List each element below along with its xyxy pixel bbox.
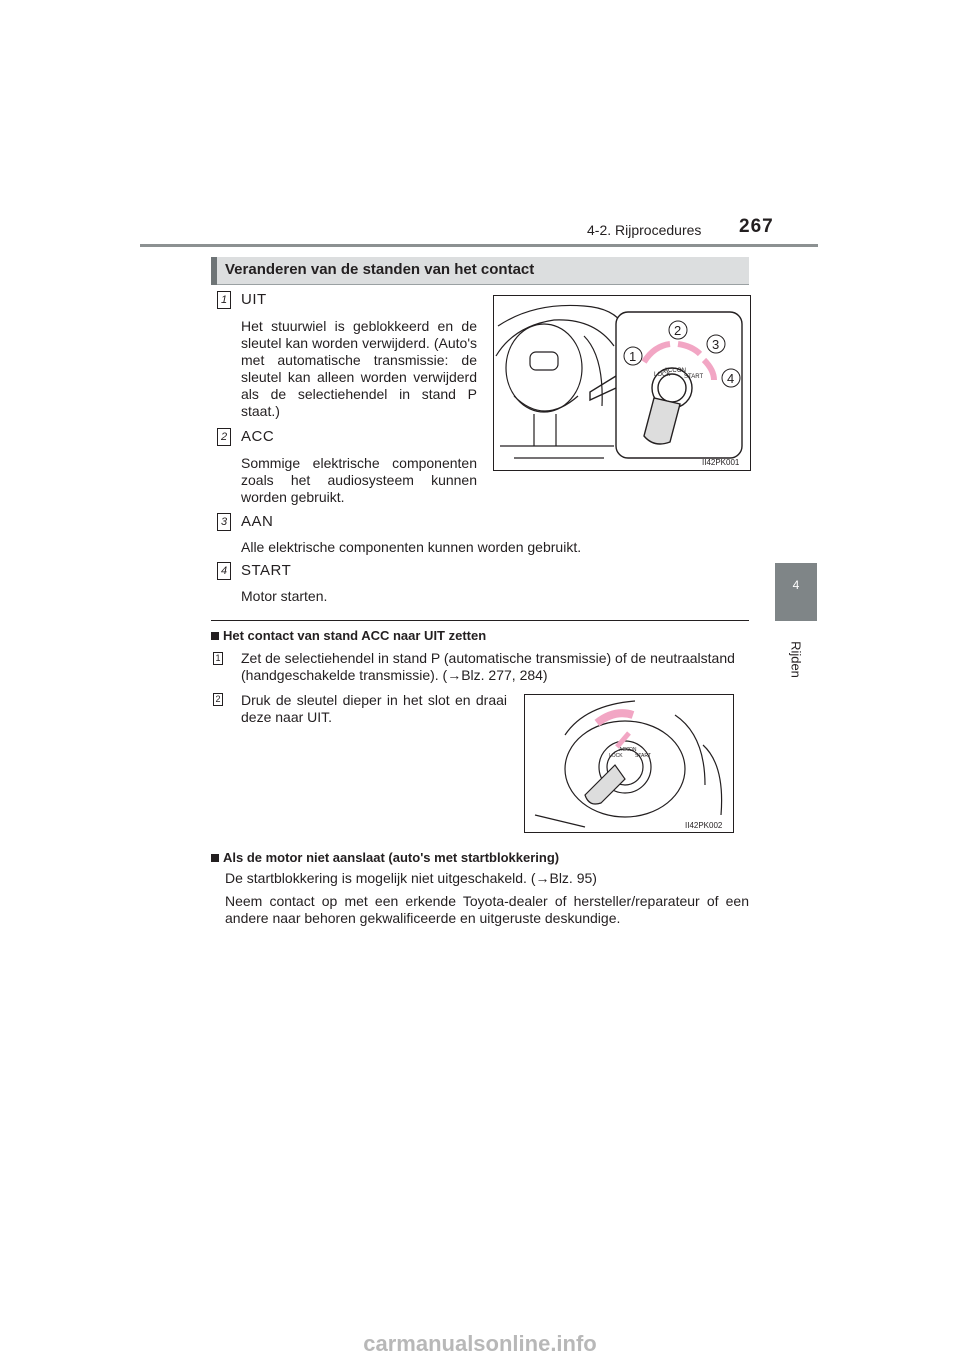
fig2-label-start: START [635, 753, 651, 759]
push-arrow-icon [617, 733, 629, 747]
fig2-label-acc: ACC [619, 747, 630, 753]
position-desc-3: Alle elektrische componenten kunnen worden gebruikt. [241, 539, 582, 555]
chapter-tab: 4 [775, 563, 817, 621]
fig2-label-lock: LOCK [609, 753, 623, 759]
step-number-2: 2 [213, 693, 223, 706]
section-heading-title: Veranderen van de standen van het contact [225, 261, 535, 278]
figure2-code: II42PK002 [685, 821, 723, 830]
position-title-1: UIT [241, 291, 267, 308]
section-heading [211, 257, 749, 285]
cylinder-label-lock: LOCK [654, 372, 671, 378]
position-desc-1: Het stuurwiel is geblokkeerd en de sleutel kan worden verwijderd. (Auto's met automatische transmissie: de sleutel kan alleen worden verwijderd als de selectiehendel in stand P staat.) [241, 318, 477, 419]
watermark: carmanualsonline.info [363, 1331, 597, 1356]
position-desc-4: Motor starten. [241, 588, 328, 604]
note2-para1: De startblokkering is mogelijk niet uitgeschakeld. (→Blz. 95) [225, 870, 597, 886]
note1-title: Het contact van stand ACC naar UIT zetten [223, 628, 487, 643]
bullet-square-icon [211, 632, 219, 640]
figure1-code: II42PK001 [702, 458, 740, 467]
figure-key-turn [524, 694, 734, 833]
cylinder-label-on: ON [677, 368, 686, 374]
position-number-4: 4 [217, 562, 231, 580]
position-title-3: AAN [241, 513, 274, 530]
position-title-2: ACC [241, 428, 275, 445]
note2-title: Als de motor niet aanslaat (auto's met startblokkering) [223, 850, 560, 865]
key-cylinder-illustration [525, 695, 733, 832]
step-text-2: Druk de sleutel dieper in het slot en draai deze naar UIT. [241, 692, 507, 725]
note1-heading [211, 628, 486, 643]
callout-4: 4 [727, 371, 735, 386]
page-number: 267 [739, 216, 774, 237]
position-title-4: START [241, 562, 292, 579]
fig2-label-on: ON [629, 747, 637, 753]
callout-1: 1 [629, 349, 637, 364]
figure-ignition-positions [493, 295, 751, 471]
callout-2: 2 [674, 323, 682, 338]
chapter-tab-label [776, 636, 816, 686]
step-number-1: 1 [213, 652, 223, 665]
note2-heading [211, 850, 559, 865]
section-divider [211, 620, 749, 621]
callout-3: 3 [712, 337, 720, 352]
position-number-2: 2 [217, 428, 231, 446]
position-number-3: 3 [217, 513, 231, 531]
bullet-square-icon [211, 854, 219, 862]
note2-para2: Neem contact op met een erkende Toyota-dealer of hersteller/reparateur of een andere naar behoren gekwalificeerde en uitgeruste deskundige. [225, 893, 749, 926]
figure2-cylinder-labels [609, 747, 651, 759]
header-rule [140, 244, 818, 247]
position-desc-2: Sommige elektrische componenten zoals het audiosysteem kunnen worden gebruikt. [241, 455, 477, 505]
cylinder-label-start: START [684, 374, 704, 380]
position-number-1: 1 [217, 291, 231, 309]
chapter-tab-label-text: Rijden [788, 641, 804, 678]
cylinder-label-acc: ACC [664, 368, 677, 374]
running-header-section: 4-2. Rijprocedures [587, 222, 702, 238]
section-heading-bar [211, 257, 217, 285]
step-text-1: Zet de selectiehendel in stand P (automatische transmissie) of de neutraalstand (handgeschakelde transmissie). (→Blz. 277, 284) [241, 650, 735, 683]
steering-wheel-illustration [494, 296, 750, 470]
